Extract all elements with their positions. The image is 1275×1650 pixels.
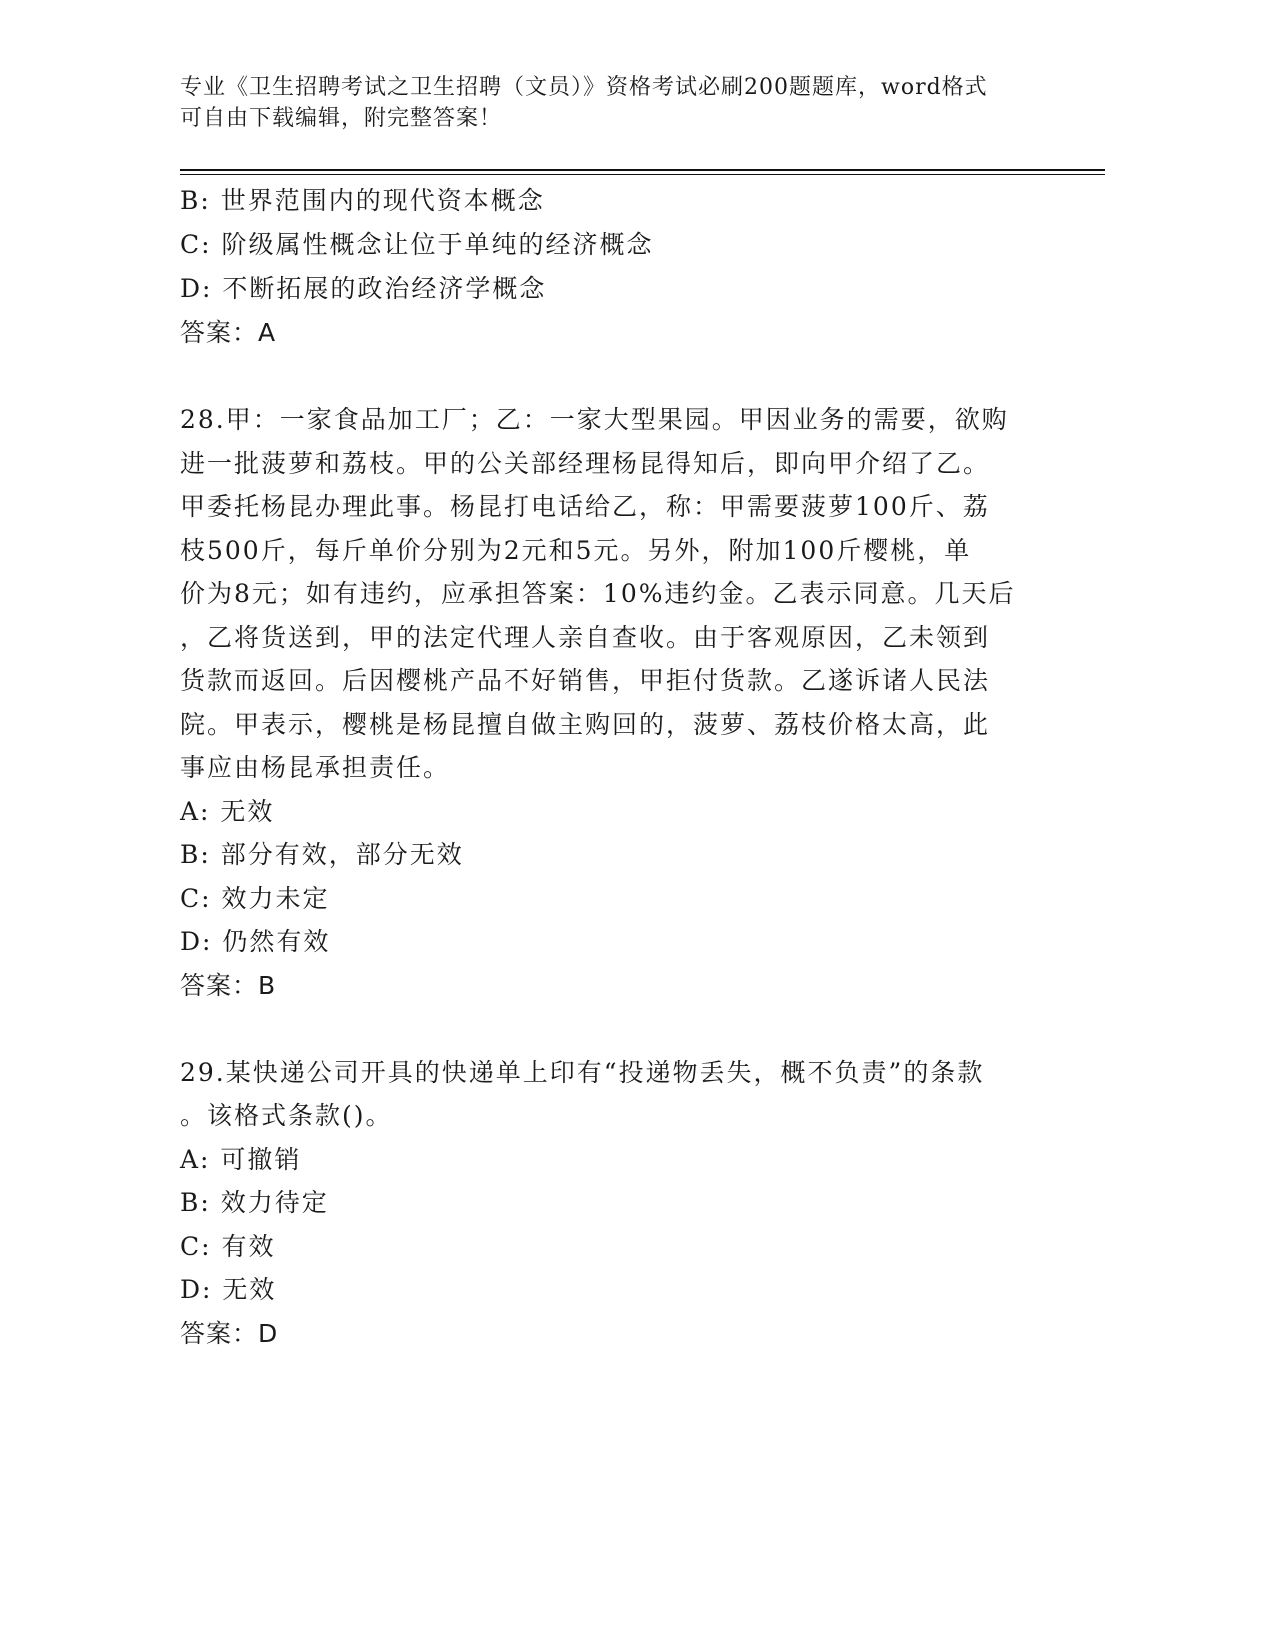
- document-header: [180, 72, 1040, 134]
- q29-option-d: D: 无效: [180, 1275, 277, 1304]
- q27-option-b: B: 世界范围内的现代资本概念: [180, 186, 545, 215]
- q28-stem-line: 甲委托杨昆办理此事。杨昆打电话给乙，称：甲需要菠萝100斤、荔: [180, 492, 990, 521]
- q28-option-a: A: 无效: [180, 797, 275, 826]
- q27-option-c: C: 阶级属性概念让位于单纯的经济概念: [180, 230, 654, 259]
- q28-option-d: D: 仍然有效: [180, 927, 331, 956]
- q29-stem-line: 。该格式条款()。: [180, 1101, 393, 1130]
- q28-option-b: B: 部分有效，部分无效: [180, 840, 464, 869]
- q28-stem-line: 价为8元；如有违约，应承担答案：10%违约金。乙表示同意。几天后: [180, 579, 1016, 608]
- q29-option-a: A: 可撤销: [180, 1145, 302, 1174]
- q28-stem-line: 货款而返回。后因樱桃产品不好销售，甲拒付货款。乙遂诉诸人民法: [180, 666, 991, 695]
- q28-option-c: C: 效力未定: [180, 884, 330, 913]
- header-title-line-2: 可自由下载编辑，附完整答案！: [180, 106, 503, 131]
- q28-stem-line: 事应由杨昆承担责任。: [180, 753, 451, 782]
- q29-answer: 答案：D: [180, 1319, 279, 1348]
- q28-stem-line: 28.甲：一家食品加工厂；乙：一家大型果园。甲因业务的需要，欲购: [180, 405, 1009, 434]
- header-divider-thick: [180, 169, 1105, 171]
- header-title-line-1: 专业《卫生招聘考试之卫生招聘（文员）》资格考试必刷200题题库，word格式: [180, 75, 988, 100]
- q29-stem-line: 29.某快递公司开具的快递单上印有“投递物丢失，概不负责”的条款: [180, 1058, 985, 1087]
- q29-option-b: B: 效力待定: [180, 1188, 329, 1217]
- q27-option-d: D: 不断拓展的政治经济学概念: [180, 274, 547, 303]
- q28-answer: 答案：B: [180, 971, 277, 1000]
- q28-stem-line: 进一批菠萝和荔枝。甲的公关部经理杨昆得知后，即向甲介绍了乙。: [180, 449, 991, 478]
- q28-stem-line: 院。甲表示，樱桃是杨昆擅自做主购回的，菠萝、荔枝价格太高，此: [180, 710, 991, 739]
- header-divider-thin: [180, 174, 1105, 175]
- q28-stem-line: ，乙将货送到，甲的法定代理人亲自查收。由于客观原因，乙未领到: [180, 623, 991, 652]
- q27-answer: 答案：A: [180, 318, 277, 347]
- q28-stem-line: 枝500斤，每斤单价分别为2元和5元。另外，附加100斤樱桃，单: [180, 536, 972, 565]
- q29-option-c: C: 有效: [180, 1232, 276, 1261]
